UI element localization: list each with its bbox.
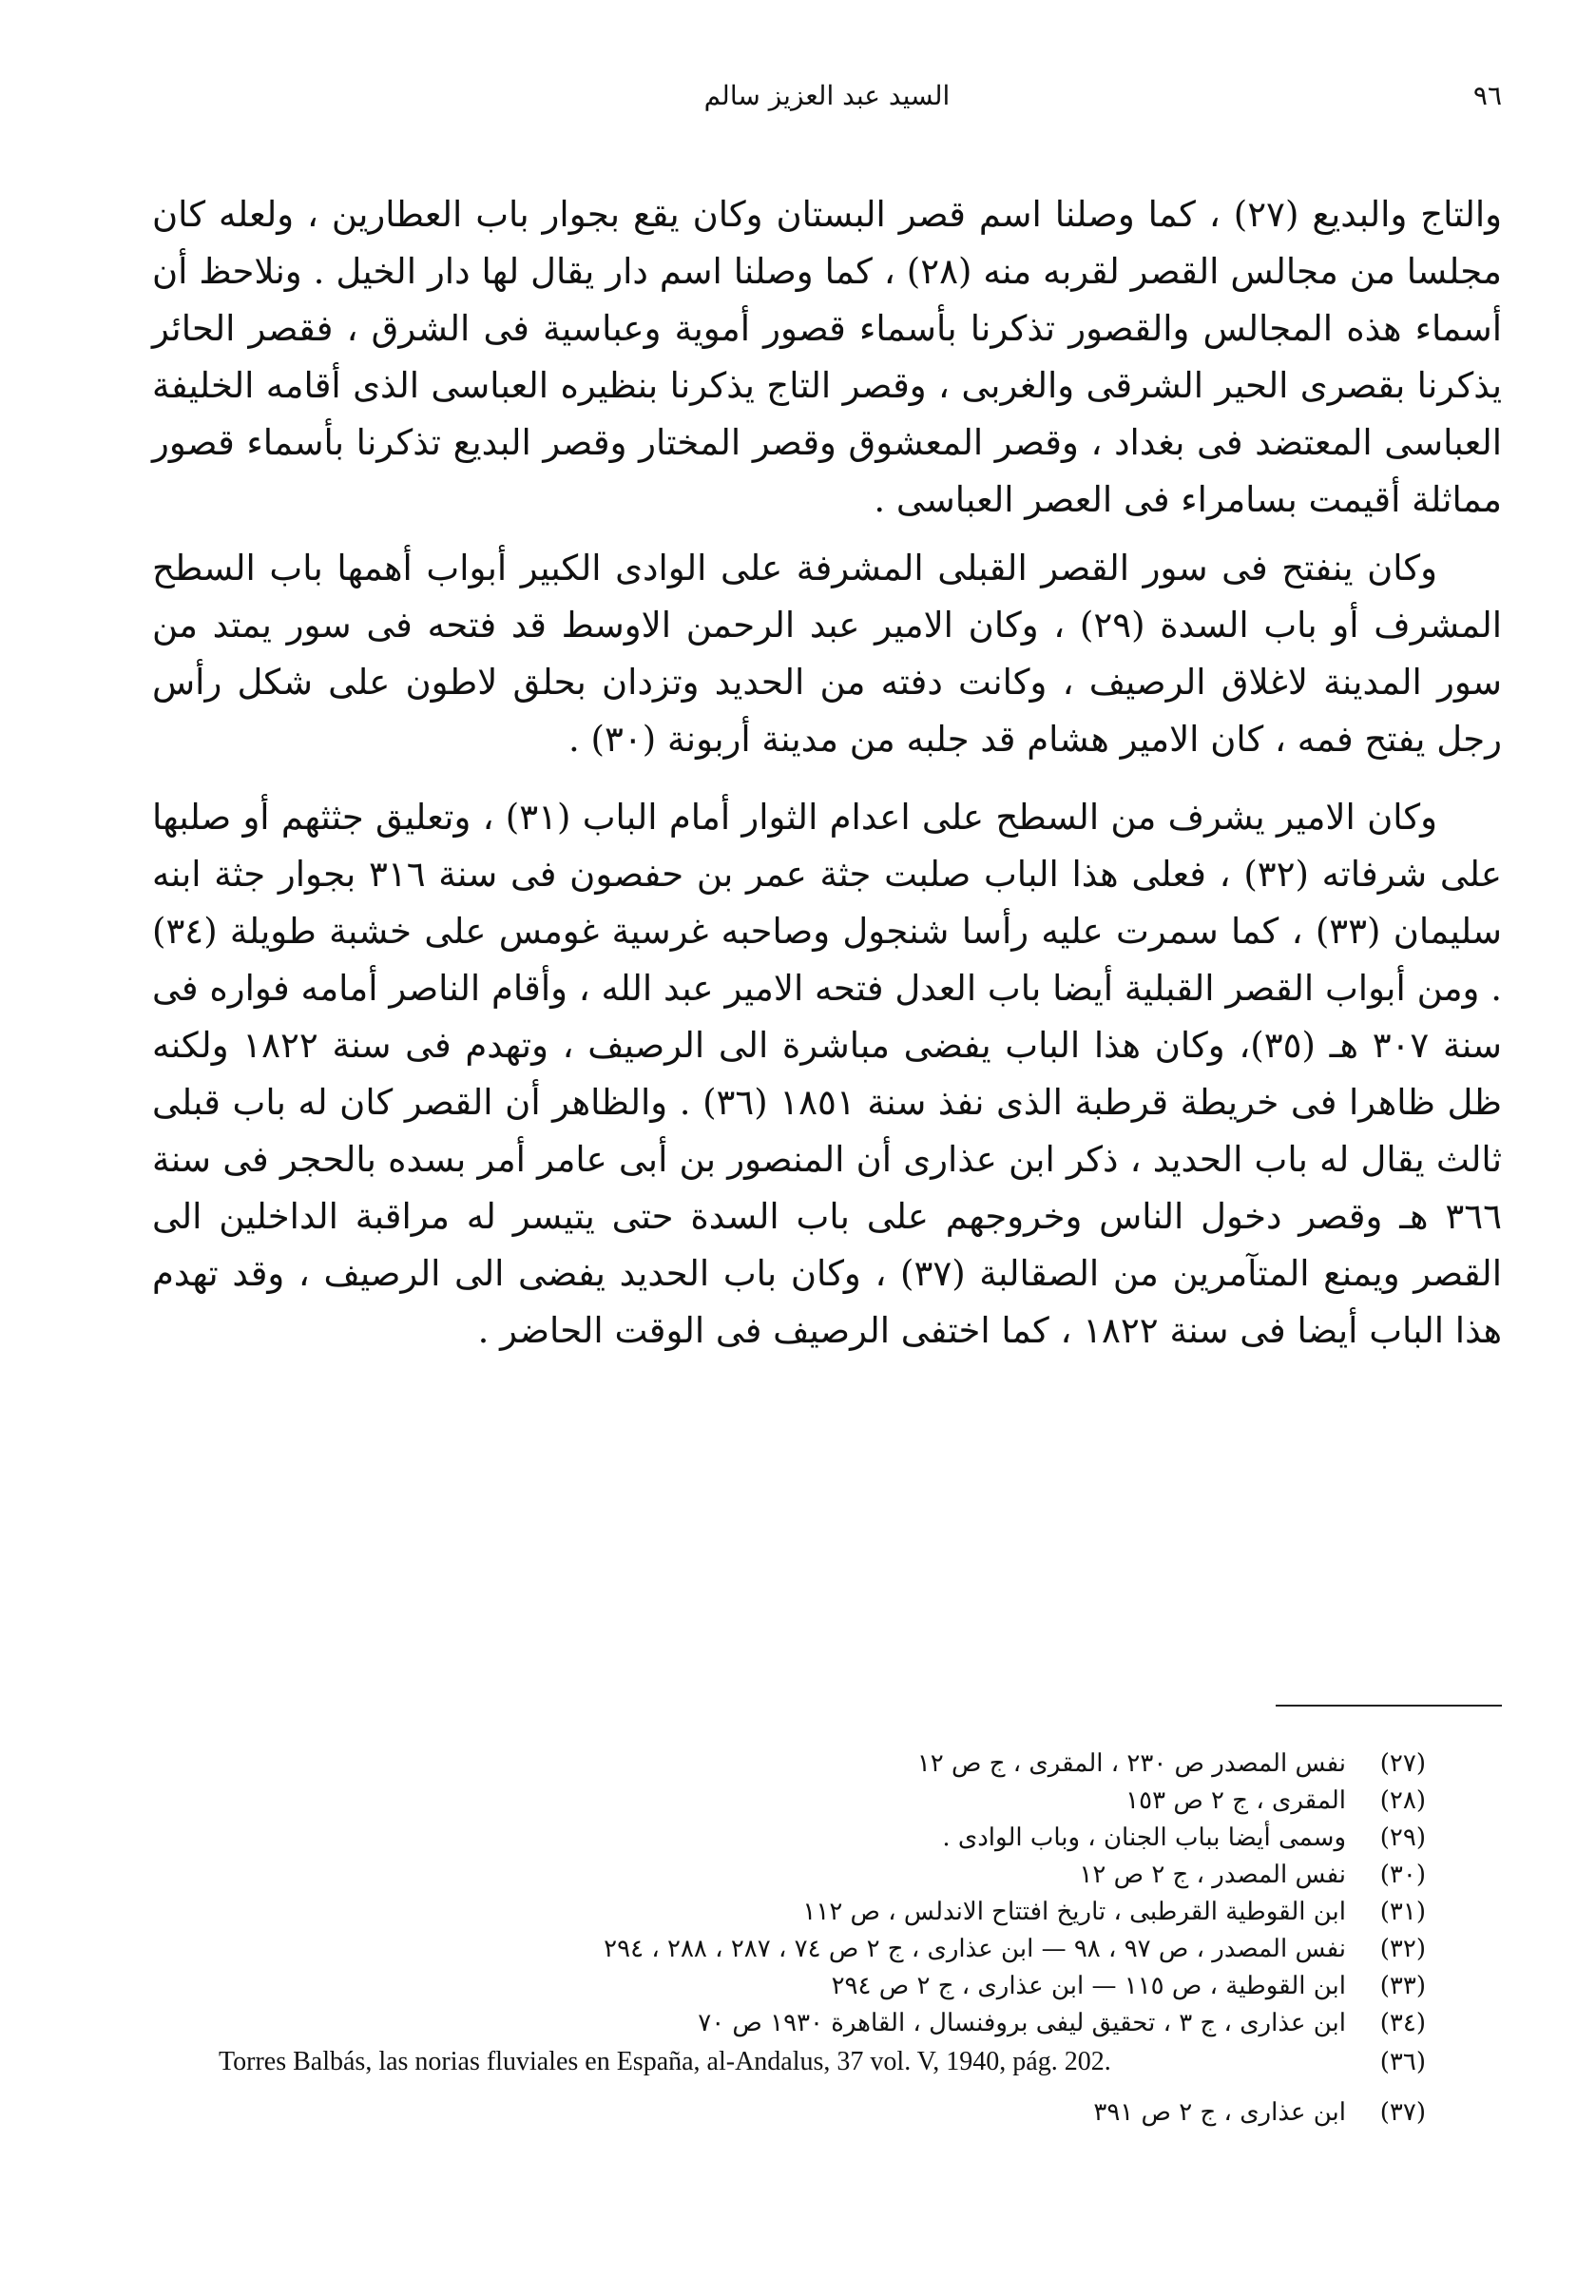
page-header — [152, 80, 1502, 127]
footnote-text: نفس المصدر ، ج ٢ ص ١٢ — [1079, 1861, 1346, 1889]
footnote-text: وسمى أيضا بباب الجنان ، وباب الوادى . — [942, 1823, 1346, 1852]
footnote — [152, 1931, 1426, 1968]
footnote-number: (٢٩) — [1379, 1823, 1426, 1852]
footnote-number: (٣٤) — [1379, 2009, 1426, 2037]
footnote-text: ابن القوطية القرطبى ، تاريخ افتتاح الاندلس ، ص ١١٢ — [802, 1898, 1346, 1926]
footnote-number: (٣٠) — [1379, 1861, 1426, 1889]
paragraph: وكان الامير يشرف من السطح على اعدام الثوار أمام الباب (٣١) ، وتعليق جثثهم أو صلبها على شرفاته (٣٢) ، فعلى هذا الباب صلبت جثة عمر بن حفصون فى سنة ٣١٦ بجوار جثة ابنه سليمان (٣٣) ، كما سمرت عليه رأسا شنجول وصاحبه غرسية غومس على خشبة طويلة (٣٤) . ومن أبواب القصر القبلية أيضا باب العدل فتحه الامير عبد الله ، وأقام الناصر أمامه فواره فى سنة ٣٠٧ هـ (٣٥)، وكان هذا الباب يفضى مباشرة الى الرصيف ، وتهدم فى سنة ١٨٢٢ ولكنه ظل ظاهرا فى خريطة قرطبة الذى نفذ سنة ١٨٥١ (٣٦) . والظاهر أن القصر كان له باب قبلى ثالث يقال له باب الحديد ، ذكر ابن عذارى أن المنصور بن أبى عامر أمر بسده بالحجر فى سنة ٣٦٦ هـ وقصر دخول الناس وخروجهم على باب السدة حتى يتيسر له مراقبة الداخلين الى القصر ويمنع المتآمرين من الصقالبة (٣٧) ، وكان باب الحديد يفضى الى الرصيف ، وقد تهدم هذا الباب أيضا فى سنة ١٨٢٢ ، كما اختفى الرصيف فى الوقت الحاضر . — [152, 797, 1503, 1351]
footnote-text: Torres Balbás, las norias fluviales en España, al-Andalus, 37 vol. V, 1940, pág. 202. — [219, 2047, 1111, 2076]
footnote-number: (٣٢) — [1379, 1935, 1426, 1963]
footnote-text: ابن عذارى ، ج ٢ ص ٣٩١ — [1093, 2098, 1346, 2127]
footnote — [152, 2005, 1426, 2042]
footnote-number: (٣١) — [1379, 1898, 1426, 1926]
main-text — [152, 186, 1502, 1360]
footnote-number: (٣٣) — [1379, 1972, 1426, 2000]
running-head-author: السيد عبد العزيز سالم — [703, 80, 951, 111]
footnote — [152, 1783, 1426, 1820]
paragraph: وكان ينفتح فى سور القصر القبلى المشرفة على الوادى الكبير أبواب أهمها باب السطح المشرف أو باب السدة (٢٩) ، وكان الامير عبد الرحمن الاوسط قد فتحه فى سور يمتد من سور المدينة لاغلاق الرصيف ، وكانت دفته من الحديد وتزدان بحلق لاطون على شكل رأس رجل يفتح فمه ، كان الامير هشام قد جلبه من مدينة أربونة (٣٠) . — [152, 548, 1502, 760]
footnote — [152, 1746, 1426, 1783]
footnote-text: ابن عذارى ، ج ٣ ، تحقيق ليفى بروفنسال ، القاهرة ١٩٣٠ ص ٧٠ — [698, 2009, 1346, 2037]
footnote — [152, 1894, 1426, 1931]
page-number: ٩٦ — [1472, 80, 1502, 111]
footnote-separator — [1276, 1705, 1502, 1707]
footnote — [152, 2094, 1426, 2132]
footnote — [152, 2044, 1426, 2081]
footnote-number: (٢٧) — [1379, 1749, 1426, 1778]
footnote-text: نفس المصدر ص ٢٣٠ ، المقرى ، ج ص ١٢ — [916, 1749, 1346, 1778]
footnote-number: (٣٧) — [1379, 2098, 1426, 2127]
footnote-text: المقرى ، ج ٢ ص ١٥٣ — [1125, 1786, 1346, 1815]
footnote — [152, 1968, 1426, 2005]
footnote-text: ابن القوطية ، ص ١١٥ — ابن عذارى ، ج ٢ ص ٢٩٤ — [831, 1972, 1346, 2000]
footnote — [152, 1857, 1426, 1894]
footnote-number: (٢٨) — [1379, 1786, 1426, 1815]
paragraph: والتاج والبديع (٢٧) ، كما وصلنا اسم قصر البستان وكان يقع بجوار باب العطارين ، ولعله كان مجلسا من مجالس القصر لقربه منه (٢٨) ، كما وصلنا اسم دار يقال لها دار الخيل . ونلاحظ أن أسماء هذه المجالس والقصور تذكرنا بأسماء قصور أموية وعباسية فى الشرق ، فقصر الحائر يذكرنا بقصرى الحير الشرقى والغربى ، وقصر التاج يذكرنا بنظيره العباسى الذى أقامه الخليفة العباسى المعتضد فى بغداد ، وقصر المعشوق وقصر المختار وقصر البديع تذكرنا بأسماء قصور مماثلة أقيمت بسامراء فى العصر العباسى . — [152, 194, 1502, 520]
footnote — [152, 1820, 1426, 1857]
footnotes — [152, 1746, 1426, 2132]
footnote-text: نفس المصدر ، ص ٩٧ ، ٩٨ — ابن عذارى ، ج ٢ ص ٧٤ ، ٢٨٧ ، ٢٨٨ ، ٢٩٤ — [604, 1935, 1346, 1963]
footnote-number: (٣٦) — [1379, 2048, 1426, 2076]
